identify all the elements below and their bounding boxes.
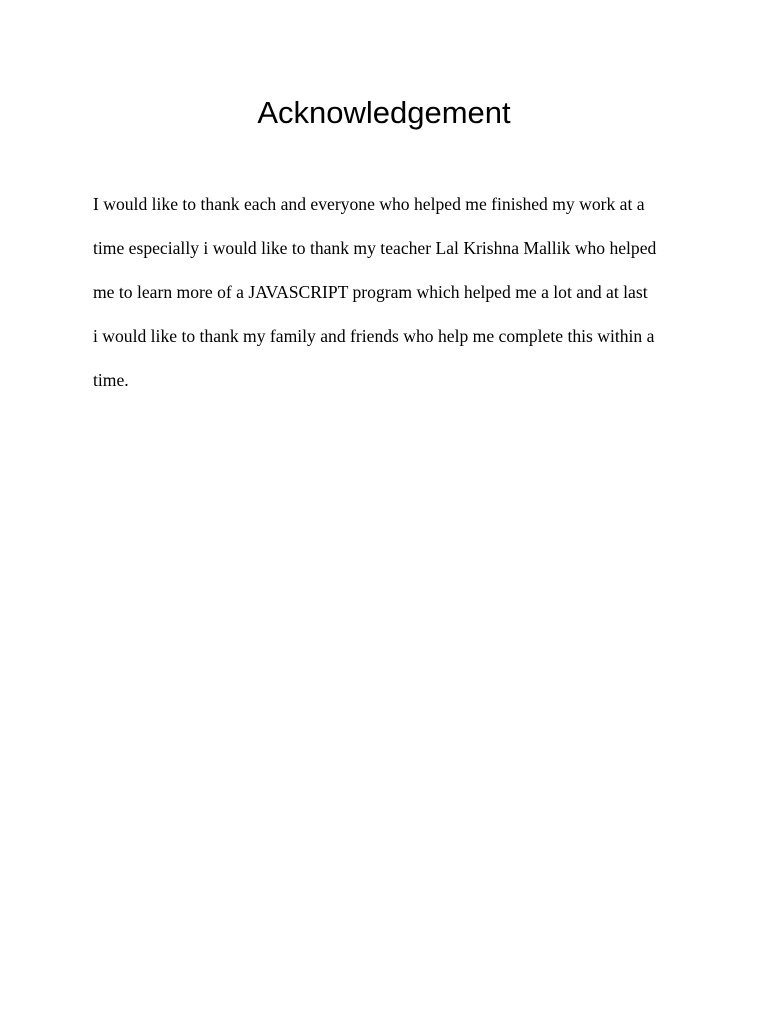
paragraph-line: me to learn more of a JAVASCRIPT program which helped me a lot and at last <box>93 282 648 302</box>
paragraph-line: time. <box>93 370 129 390</box>
acknowledgement-paragraph <box>93 182 683 402</box>
page-title: Acknowledgement <box>257 95 511 130</box>
paragraph-line: I would like to thank each and everyone who helped me finished my work at a <box>93 194 645 214</box>
paragraph-line: time especially i would like to thank my teacher Lal Krishna Mallik who helped <box>93 238 657 258</box>
paragraph-line: i would like to thank my family and friends who help me complete this within a <box>93 326 655 346</box>
